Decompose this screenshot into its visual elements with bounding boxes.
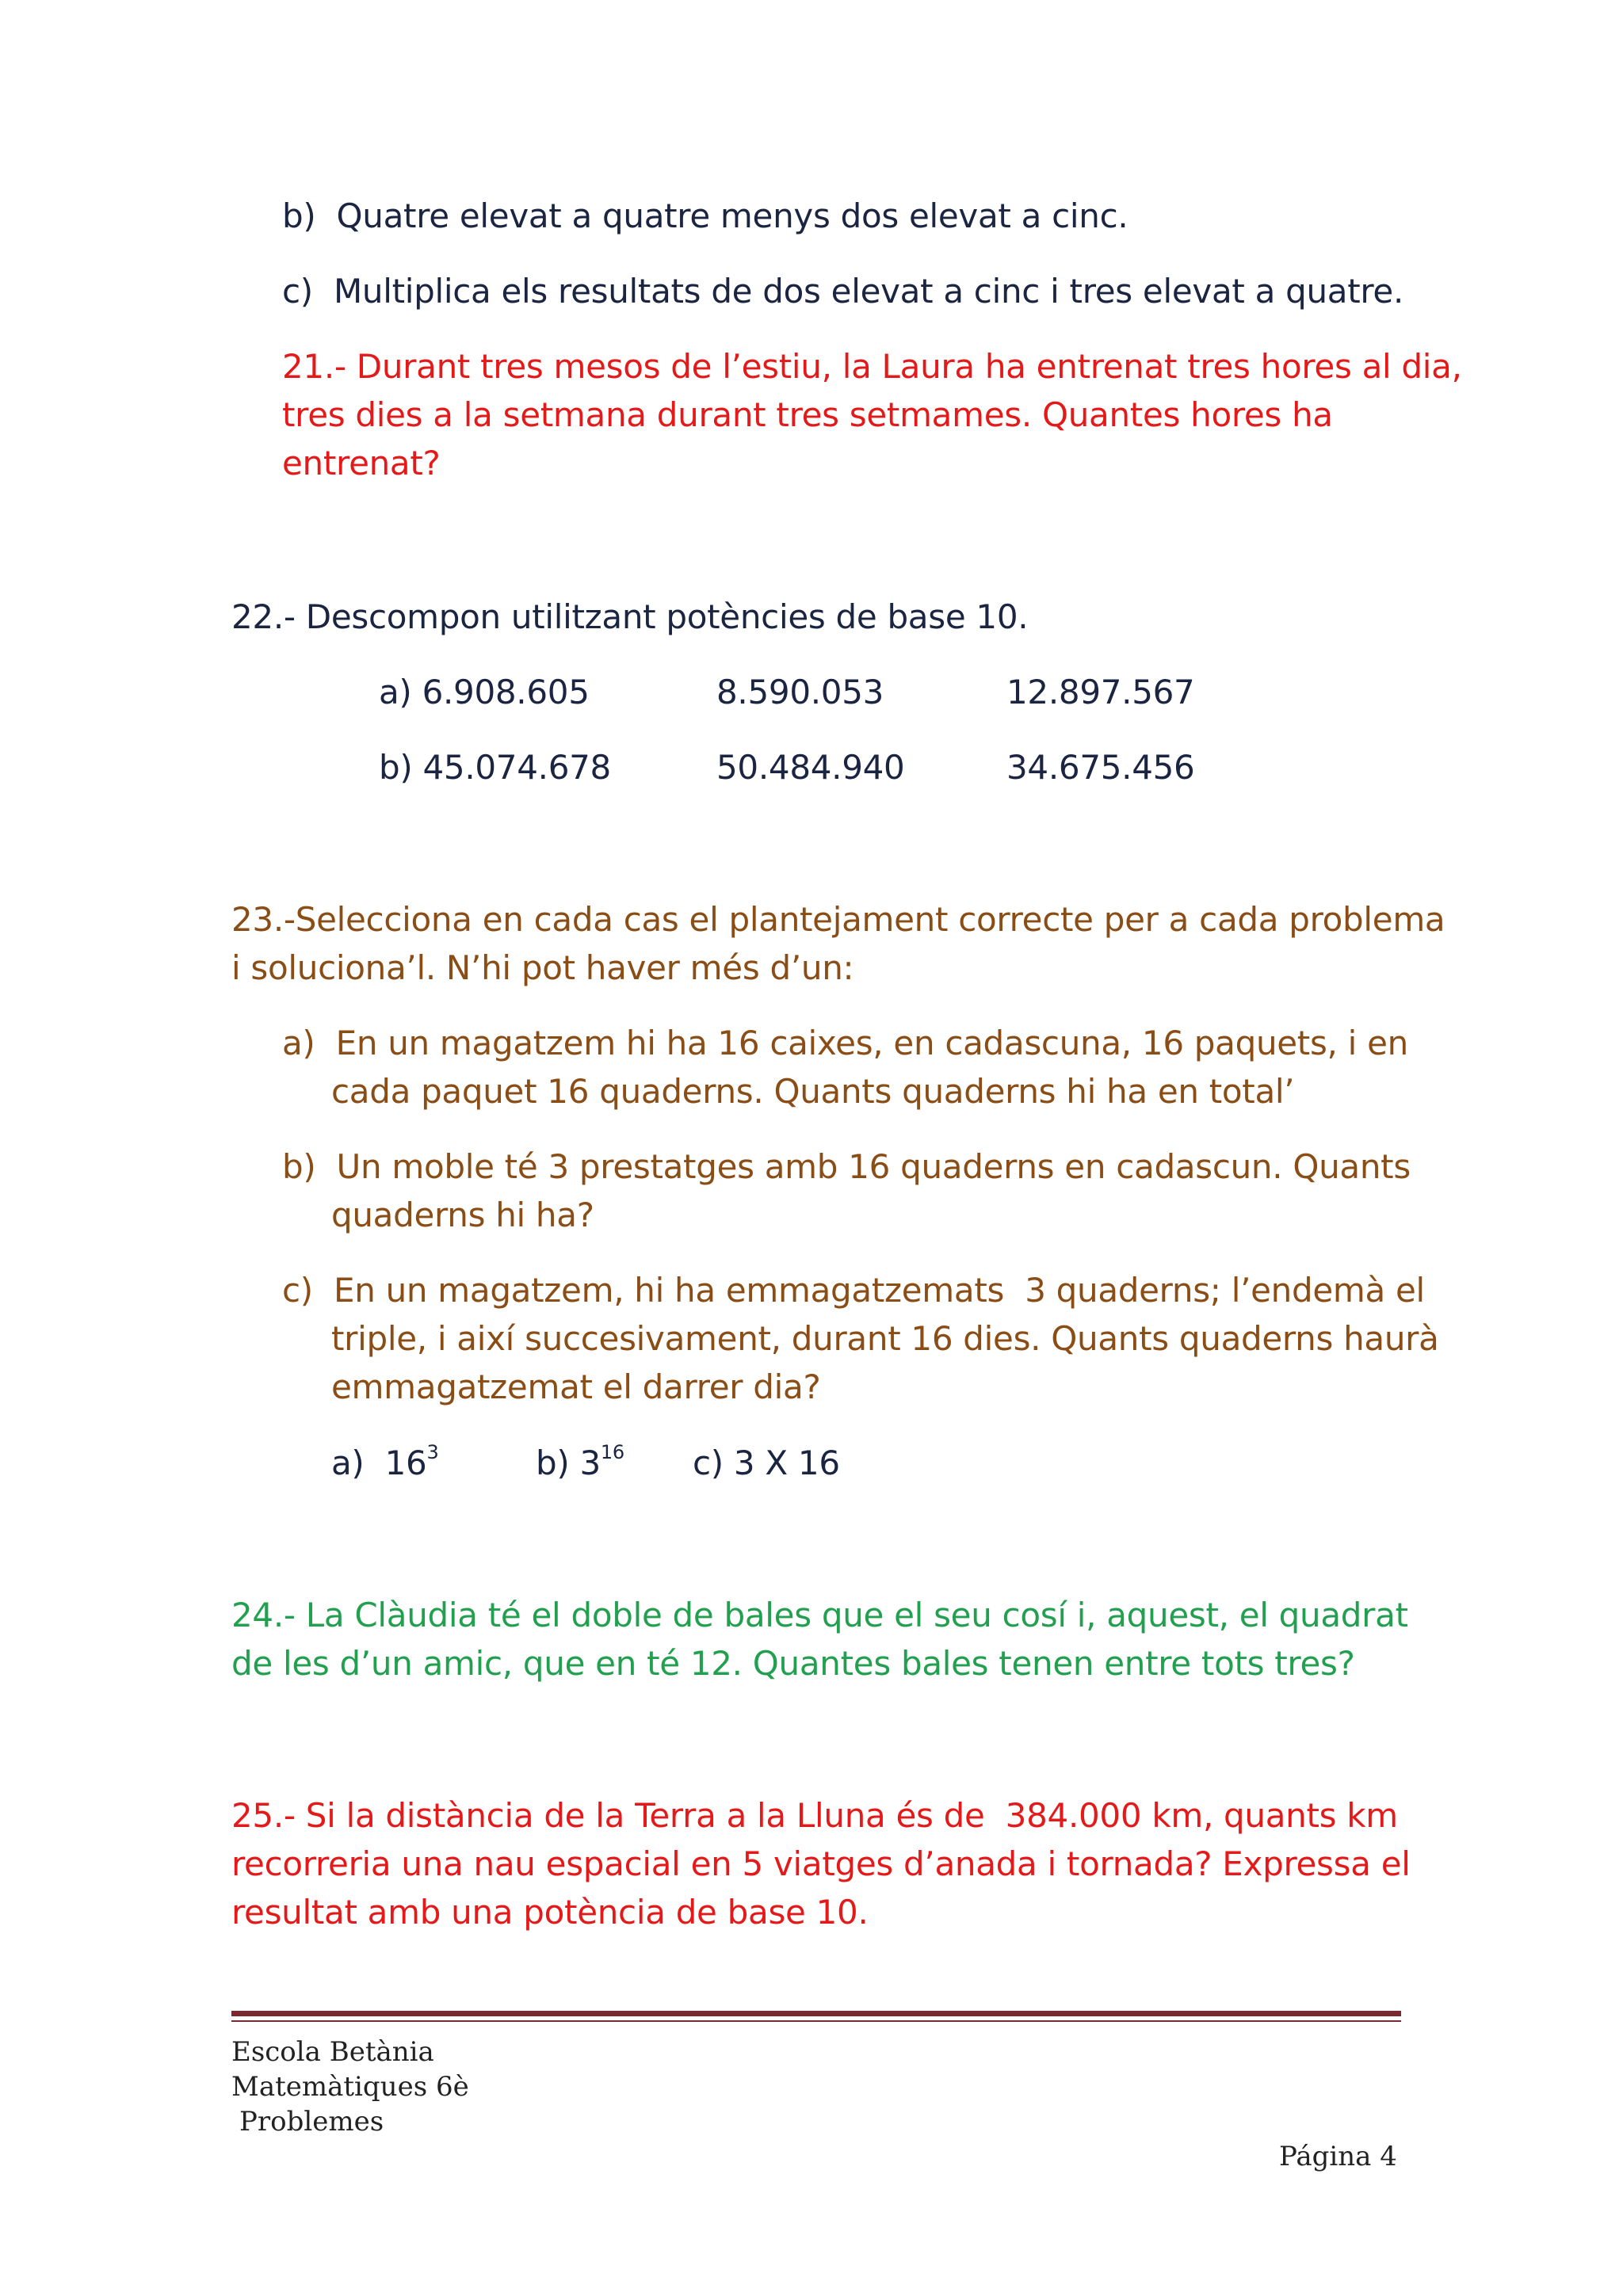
footer-school: Escola Betània bbox=[231, 2036, 434, 2068]
question-23-option-a: a) $16^3$ bbox=[331, 1441, 439, 1482]
question-21-line-1: 21.- Durant tres mesos de l’estiu, la Laura ha entrenat tres hores al dia, bbox=[282, 347, 1462, 386]
question-22-b-2: 50.484.940 bbox=[716, 748, 905, 787]
footer-subject: Matemàtiques 6è bbox=[231, 2071, 469, 2103]
option-b-exponent: 16 bbox=[600, 1441, 624, 1463]
question-23-line-2: i soluciona’l. N’hi pot haver més d’un: bbox=[231, 948, 854, 987]
question-22-a-2: 8.590.053 bbox=[716, 673, 884, 711]
footer-rule-thin bbox=[231, 2020, 1401, 2022]
question-25-line-1: 25.- Si la distància de la Terra a la Lluna és de 384.000 km, quants km bbox=[231, 1796, 1398, 1835]
question-23-a-line-1: a) En un magatzem hi ha 16 caixes, en cadascuna, 16 paquets, i en bbox=[282, 1024, 1408, 1062]
question-20-c: c) Multiplica els resultats de dos elevat a cinc i tres elevat a quatre. bbox=[282, 272, 1404, 311]
question-23-b-line-1: b) Un moble té 3 prestatges amb 16 quaderns en cadascun. Quants bbox=[282, 1147, 1411, 1186]
question-25-line-2: recorreria una nau espacial en 5 viatges d’anada i tornada? Expressa el bbox=[231, 1844, 1411, 1883]
question-22-b-1: b) 45.074.678 bbox=[379, 748, 611, 787]
option-a-exponent: 3 bbox=[426, 1441, 439, 1463]
question-23-line-1: 23.-Selecciona en cada cas el plantejament correcte per a cada problema bbox=[231, 900, 1445, 939]
question-23-a-line-2: cada paquet 16 quaderns. Quants quaderns hi ha en total’ bbox=[331, 1072, 1295, 1111]
footer-section: Problemes bbox=[239, 2106, 384, 2138]
question-25-line-3: resultat amb una potència de base 10. bbox=[231, 1893, 869, 1932]
footer-page-number: Página 4 bbox=[1279, 2141, 1397, 2172]
question-20-b: b) Quatre elevat a quatre menys dos elevat a cinc. bbox=[282, 196, 1128, 235]
question-23-c-line-1: c) En un magatzem, hi ha emmagatzemats 3 quaderns; l’endemà el bbox=[282, 1271, 1425, 1310]
question-23-b-line-2: quaderns hi ha? bbox=[331, 1196, 594, 1234]
question-23-c-line-2: triple, i així succesivament, durant 16 dies. Quants quaderns haurà bbox=[331, 1319, 1439, 1358]
question-24-line-2: de les d’un amic, que en té 12. Quantes bales tenen entre tots tres? bbox=[231, 1644, 1355, 1683]
question-21-line-3: entrenat? bbox=[282, 444, 441, 482]
question-22-title: 22.- Descompon utilitzant potències de base 10. bbox=[231, 597, 1029, 636]
question-21-line-2: tres dies a la setmana durant tres setmames. Quantes hores ha bbox=[282, 395, 1333, 434]
question-22-a-1: a) 6.908.605 bbox=[379, 673, 590, 711]
question-24-line-1: 24.- La Clàudia té el doble de bales que el seu cosí i, aquest, el quadrat bbox=[231, 1596, 1408, 1634]
question-23-option-b: b) $3^{16}$ bbox=[536, 1441, 624, 1482]
question-23-c-line-3: emmagatzemat el darrer dia? bbox=[331, 1367, 821, 1406]
footer-rule-thick bbox=[231, 2011, 1401, 2016]
question-22-a-3: 12.897.567 bbox=[1006, 673, 1195, 711]
question-22-b-3: 34.675.456 bbox=[1006, 748, 1195, 787]
question-23-option-c: c) 3 X 16 bbox=[693, 1444, 840, 1482]
